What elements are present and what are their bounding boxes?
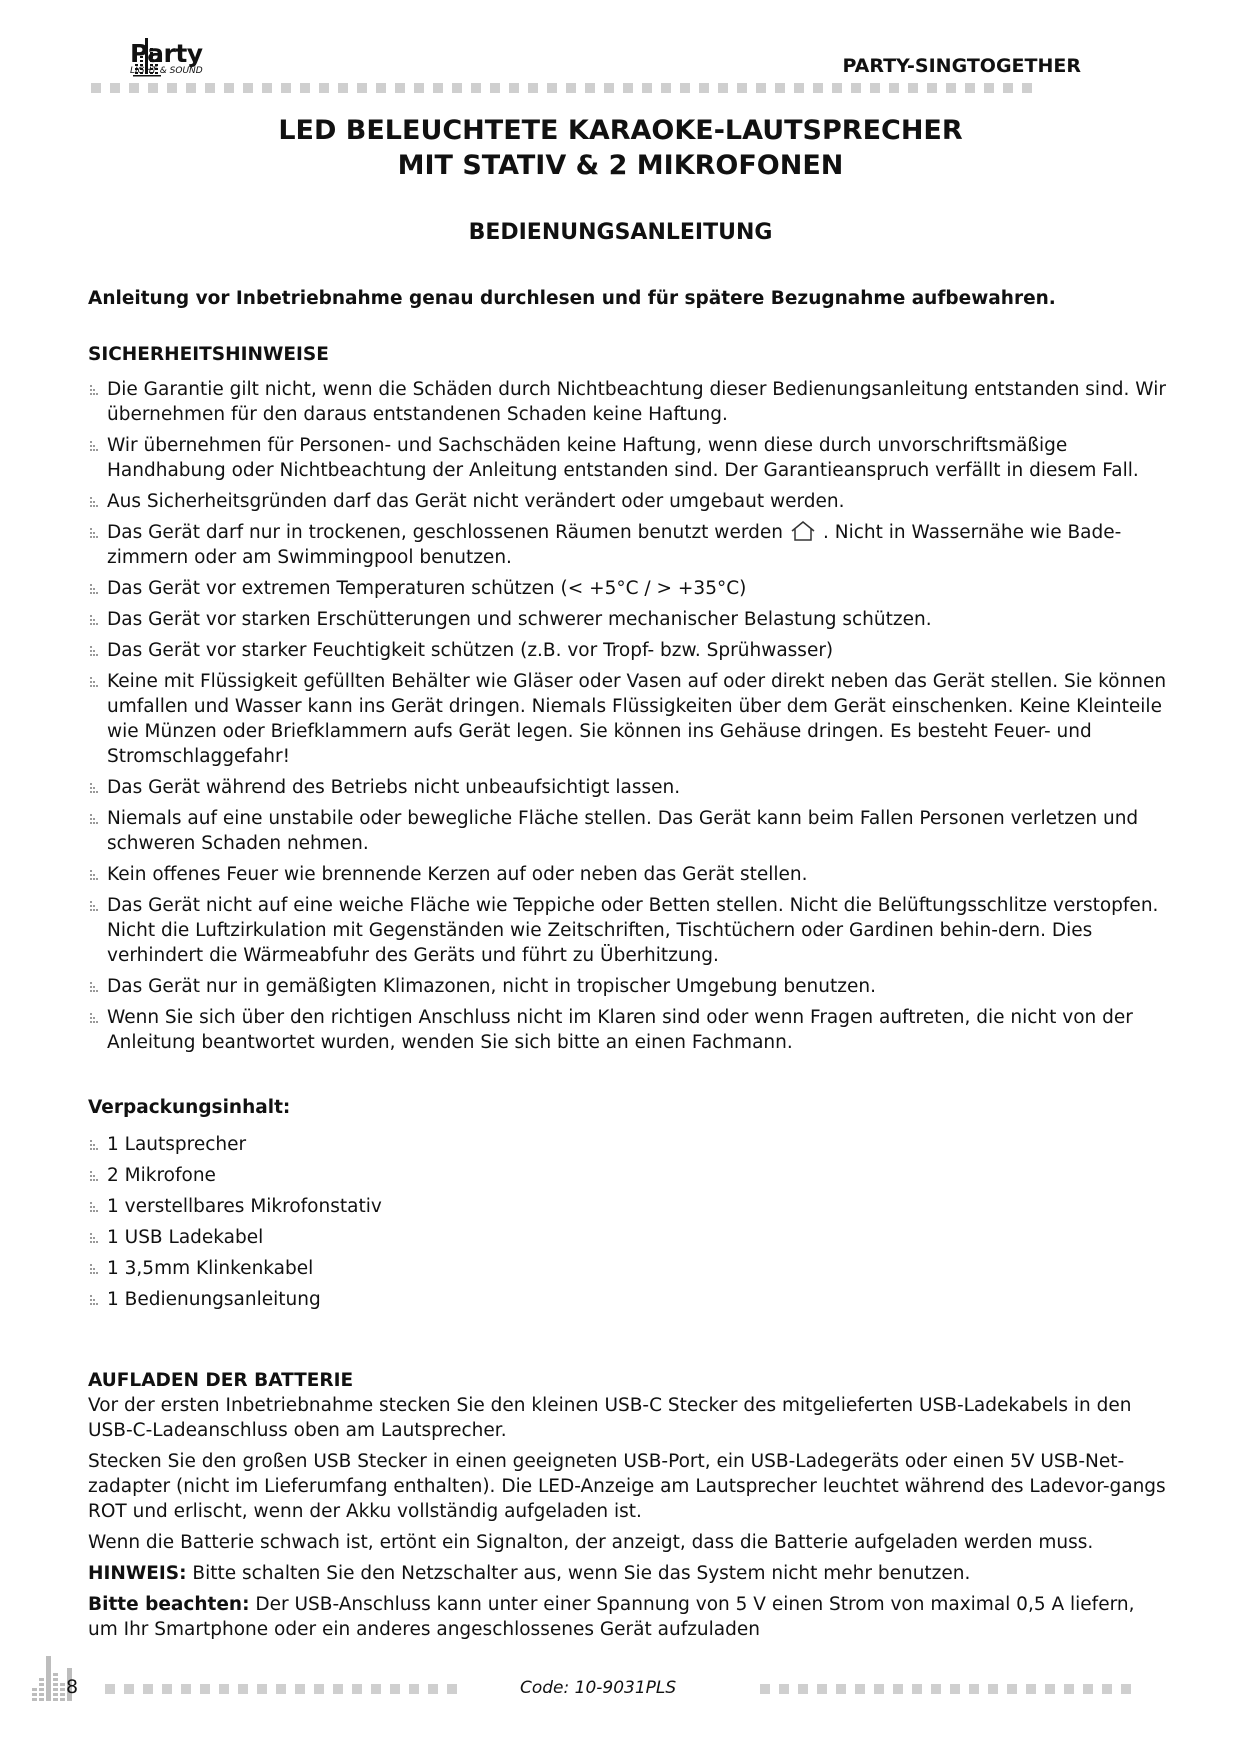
list-item: Die Garantie gilt nicht, wenn die Schäden durch Nichtbeachtung dieser Bedienungsanleitung entstanden sind. Wir übernehmen für den daraus entstandenen Schaden keine Haftung. [88, 377, 1168, 427]
list-item: Das Gerät nur in gemäßigten Klimazonen, nicht in tropischer Umgebung benutzen. [88, 974, 1168, 999]
package-list [88, 1132, 1168, 1312]
document-title [0, 113, 1241, 183]
list-item: Das Gerät vor starken Erschütterungen und schwerer mechanischer Belastung schützen. [88, 607, 1168, 632]
title-line-1: LED BELEUCHTETE KARAOKE-LAUTSPRECHER [278, 115, 963, 146]
bullet-icon [90, 677, 99, 690]
product-code: Code: 10-9031PLS [520, 1678, 677, 1698]
bullet-icon [90, 497, 99, 510]
battery-paragraph-1: Vor der ersten Inbetriebnahme stecken Sie den kleinen USB-C Stecker des mitgelieferten USB-Ladekabels in den USB-C-Ladeanschluss oben am Lautsprecher. [88, 1395, 1132, 1441]
battery-note: HINWEIS: Bitte schalten Sie den Netzschalter aus, wenn Sie das System nicht mehr benutzen. [88, 1563, 971, 1584]
list-item: 1 USB Ladekabel [88, 1225, 1168, 1250]
list-item: 1 Bedienungsanleitung [88, 1287, 1168, 1312]
bullet-icon [90, 783, 99, 796]
package-heading: Verpackungsinhalt: [88, 1097, 291, 1118]
indoor-house-icon [789, 520, 817, 542]
list-item: Das Gerät vor extremen Temperaturen schützen (< +5°C / > +35°C) [88, 576, 1168, 601]
footer-divider-right [760, 1684, 1131, 1694]
list-item: Wir übernehmen für Personen- und Sachschäden keine Haftung, wenn diese durch unvorschriftsmäßige Handhabung oder Nichtbeachtung der Anleitung entstanden sind. Der Garantieanspruch verfällt in diesem Fall. [88, 433, 1168, 483]
bullet-icon [90, 1202, 99, 1215]
list-item: Das Gerät während des Betriebs nicht unbeaufsichtigt lassen. [88, 775, 1168, 800]
bullet-icon [90, 1233, 99, 1246]
battery-heading: AUFLADEN DER BATTERIE [88, 1370, 354, 1391]
bullet-icon [90, 584, 99, 597]
bullet-icon [90, 1264, 99, 1277]
list-item: 1 3,5mm Klinkenkabel [88, 1256, 1168, 1281]
bullet-icon [90, 901, 99, 914]
bullet-icon [90, 528, 99, 541]
page-number: 8 [66, 1676, 79, 1698]
list-item: 2 Mikrofone [88, 1163, 1168, 1188]
safety-heading: SICHERHEITSHINWEISE [88, 344, 329, 365]
bullet-icon [90, 646, 99, 659]
list-item: Wenn Sie sich über den richtigen Anschluss nicht im Klaren sind oder wenn Fragen auftreten, die nicht von der Anleitung beantwortet wurden, wenden Sie sich bitte an einen Fachmann. [88, 1005, 1168, 1055]
battery-paragraph-2: Stecken Sie den großen USB Stecker in einen geeigneten USB-Port, ein USB-Ladegeräts oder einen 5V USB-Net-zadapter (nicht im Lieferumfang enthalten). Die LED-Anzeige am Lautsprecher leuchtet während des Ladevor-gangs ROT und erlischt, wenn der Akku vollständig aufgeladen ist. [88, 1451, 1166, 1522]
list-item: Kein offenes Feuer wie brennende Kerzen auf oder neben das Gerät stellen. [88, 862, 1168, 887]
bullet-icon [90, 1295, 99, 1308]
bullet-icon [90, 870, 99, 883]
bullet-icon [90, 615, 99, 628]
bullet-icon [90, 1171, 99, 1184]
safety-section [88, 342, 1168, 1061]
list-item: Aus Sicherheitsgründen darf das Gerät nicht verändert oder umgebaut werden. [88, 489, 1168, 514]
list-item: Das Gerät darf nur in trockenen, geschlossenen Räumen benutzt werden . Nicht in Wassernähe wie Bade-zimmern oder am Swimmingpool benutzen. [88, 520, 1168, 570]
logo-subtext: LIGHT & SOUND [130, 66, 203, 76]
list-item: Das Gerät nicht auf eine weiche Fläche wie Teppiche oder Betten stellen. Nicht die Belüftungsschlitze verstopfen. Nicht die Luftzirkulation mit Gegenständen wie Zeitschriften, Tischtüchern oder Gardinen behin-dern. Dies verhindert die Wärmeabfuhr des Geräts und führt zu Überhitzung. [88, 893, 1168, 968]
list-item: Keine mit Flüssigkeit gefüllten Behälter wie Gläser oder Vasen auf oder direkt neben das Gerät stellen. Sie können umfallen und Wasser kann ins Gerät dringen. Niemals Flüssigkeiten über dem Gerät einschenken. Keine Kleinteile wie Münzen oder Briefklammern aufs Gerät legen. Sie können ins Gehäuse dringen. Es besteht Feuer- und Stromschlaggefahr! [88, 669, 1168, 769]
top-divider [91, 83, 1032, 93]
title-line-2: MIT STATIV & 2 MIKROFONEN [397, 150, 844, 181]
logo-text: Party [130, 39, 203, 68]
footer-divider-left [105, 1684, 457, 1694]
bullet-icon [90, 1013, 99, 1026]
list-item: Das Gerät vor starker Feuchtigkeit schützen (z.B. vor Tropf- bzw. Sprühwasser) [88, 638, 1168, 663]
safety-list [88, 377, 1168, 1055]
battery-paragraph-3: Wenn die Batterie schwach ist, ertönt ein Signalton, der anzeigt, dass die Batterie aufgeladen werden muss. [88, 1532, 1094, 1553]
intro-text: Anleitung vor Inbetriebnahme genau durchlesen und für spätere Bezugnahme aufbewahren. [88, 288, 1056, 309]
brand-header: PARTY-SINGTOGETHER [842, 55, 1081, 77]
document-subtitle: BEDIENUNGSANLEITUNG [468, 220, 773, 245]
package-section [88, 1095, 1168, 1318]
bullet-icon [90, 1140, 99, 1153]
list-item: 1 Lautsprecher [88, 1132, 1168, 1157]
battery-attention: Bitte beachten: Der USB-Anschluss kann unter einer Spannung von 5 V einen Strom von maximal 0,5 A liefern, um Ihr Smartphone oder ein anderes angeschlossenes Gerät aufzuladen [88, 1594, 1135, 1640]
bullet-icon [90, 814, 99, 827]
bullet-icon [90, 385, 99, 398]
bullet-icon [90, 982, 99, 995]
bullet-icon [90, 441, 99, 454]
list-item: Niemals auf eine unstabile oder bewegliche Fläche stellen. Das Gerät kann beim Fallen Personen verletzen und schweren Schaden nehmen. [88, 806, 1168, 856]
list-item: 1 verstellbares Mikrofonstativ [88, 1194, 1168, 1219]
battery-section [88, 1368, 1168, 1648]
